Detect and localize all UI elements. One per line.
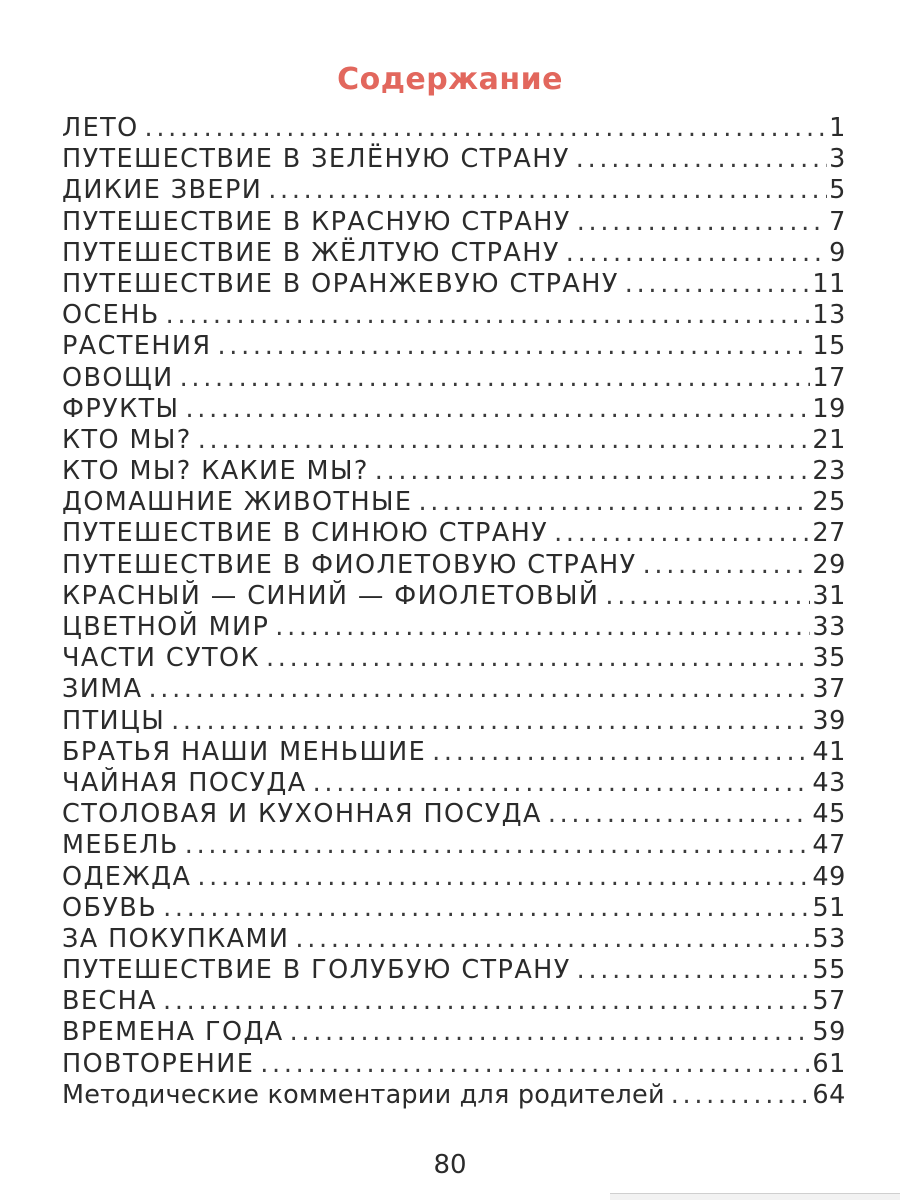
dot-leader (145, 113, 828, 144)
dot-leader (185, 830, 811, 861)
toc-entry[interactable] (62, 924, 846, 955)
dot-leader (625, 269, 811, 300)
dot-leader (166, 300, 811, 331)
toc-entry[interactable] (62, 144, 846, 175)
toc-entry-title: ОВОЩИ (62, 362, 174, 393)
toc-entry-page: 7 (829, 206, 846, 237)
dot-leader (548, 799, 811, 830)
dot-leader (268, 175, 827, 206)
dot-leader (671, 1080, 811, 1111)
toc-entry-page: 47 (812, 830, 846, 861)
toc-entry[interactable] (62, 893, 846, 924)
toc-entry-title: ЧАСТИ СУТОК (62, 643, 260, 674)
toc-entry-title: БРАТЬЯ НАШИ МЕНЬШИЕ (62, 736, 427, 767)
toc-entry-page: 33 (812, 612, 846, 642)
toc-entry[interactable] (62, 986, 846, 1017)
toc-entry[interactable] (62, 456, 846, 487)
toc-entry-page: 3 (829, 144, 846, 175)
toc-entry[interactable] (62, 581, 846, 612)
toc-entry-title: ДИКИЕ ЗВЕРИ (62, 175, 263, 206)
toc-entry[interactable] (62, 955, 846, 986)
page-edge-shadow (610, 1193, 900, 1200)
toc-entry-page: 39 (812, 705, 846, 736)
toc-entry[interactable] (62, 487, 846, 518)
toc-entry[interactable] (62, 799, 846, 830)
toc-entry-title: КТО МЫ? КАКИЕ МЫ? (62, 456, 369, 487)
toc-entry[interactable] (62, 643, 846, 674)
dot-leader (576, 144, 827, 175)
dot-leader (577, 207, 827, 238)
toc-entry-title: ПУТЕШЕСТВИЕ В ФИОЛЕТОВУЮ СТРАНУ (62, 549, 637, 580)
dot-leader (217, 331, 810, 362)
toc-entry-page: 45 (812, 799, 846, 830)
toc-entry-title: ЛЕТО (62, 113, 139, 143)
toc-entry-title: ОБУВЬ (62, 892, 158, 923)
toc-entry[interactable] (62, 737, 846, 768)
dot-leader (554, 518, 810, 549)
toc-entry[interactable] (62, 674, 846, 705)
toc-entry-title: ПУТЕШЕСТВИЕ В ЗЕЛЁНУЮ СТРАНУ (62, 144, 570, 175)
toc-entry-page: 53 (812, 923, 846, 954)
toc-entry-title: ЧАЙНАЯ ПОСУДА (62, 767, 307, 798)
toc-entry-page: 9 (829, 237, 846, 268)
toc-entry-page: 37 (812, 674, 846, 705)
dot-leader (171, 706, 810, 737)
toc-entry[interactable] (62, 830, 846, 861)
toc-entry-page: 55 (812, 955, 846, 986)
toc-entry[interactable] (62, 518, 846, 549)
toc-entry-title: РАСТЕНИЯ (62, 331, 212, 362)
toc-entry-title: СТОЛОВАЯ И КУХОННАЯ ПОСУДА (62, 799, 542, 830)
dot-leader (163, 986, 810, 1017)
toc-entry-page: 25 (812, 487, 846, 518)
toc-entry[interactable] (62, 768, 846, 799)
toc-entry[interactable] (62, 1049, 846, 1080)
dot-leader (266, 643, 810, 674)
toc-entry-page: 31 (812, 580, 846, 611)
toc-entry[interactable] (62, 1017, 846, 1048)
dot-leader (566, 238, 827, 269)
dot-leader (198, 425, 811, 456)
toc-entry-page: 5 (829, 175, 846, 206)
toc-entry-page: 35 (812, 643, 846, 674)
toc-entry-title: ЦВЕТНОЙ МИР (62, 612, 270, 642)
toc-entry[interactable] (62, 269, 846, 300)
toc-entry-title: КРАСНЫЙ — СИНИЙ — ФИОЛЕТОВЫЙ (62, 580, 600, 611)
dot-leader (605, 581, 810, 612)
dot-leader (197, 862, 810, 893)
toc-entry-title: ПОВТОРЕНИЕ (62, 1048, 255, 1079)
toc-entry[interactable] (62, 331, 846, 362)
dot-leader (432, 737, 810, 768)
toc-entry[interactable] (62, 1080, 846, 1111)
toc-entry-page: 11 (812, 268, 846, 299)
toc-entry-page: 61 (812, 1048, 846, 1079)
toc-entry[interactable] (62, 300, 846, 331)
toc-entry-title: ФРУКТЫ (62, 393, 180, 424)
toc-entry-title: ВРЕМЕНА ГОДА (62, 1017, 284, 1048)
page-number: 80 (433, 1150, 467, 1180)
dot-leader (375, 456, 811, 487)
toc-entry-page: 59 (812, 1017, 846, 1048)
toc-entry[interactable] (62, 363, 846, 394)
table-of-contents (62, 113, 846, 1111)
dot-leader (163, 893, 810, 924)
toc-entry-page: 29 (812, 549, 846, 580)
toc-entry-title: Методические комментарии для родителей (62, 1079, 665, 1110)
dot-leader (418, 487, 810, 518)
toc-entry-title: ОДЕЖДА (62, 861, 192, 892)
toc-entry[interactable] (62, 207, 846, 238)
dot-leader (643, 550, 811, 581)
toc-entry[interactable] (62, 425, 846, 456)
toc-entry-title: ПУТЕШЕСТВИЕ В ОРАНЖЕВУЮ СТРАНУ (62, 268, 619, 299)
dot-leader (260, 1049, 810, 1080)
toc-entry-title: ЗА ПОКУПКАМИ (62, 923, 290, 954)
toc-entry-title: ДОМАШНИЕ ЖИВОТНЫЕ (62, 487, 413, 518)
toc-entry-title: ПУТЕШЕСТВИЕ В ГОЛУБУЮ СТРАНУ (62, 955, 571, 986)
toc-entry[interactable] (62, 175, 846, 206)
dot-leader (295, 924, 810, 955)
toc-entry-page: 49 (812, 861, 846, 892)
toc-entry[interactable] (62, 550, 846, 581)
toc-entry-title: ПУТЕШЕСТВИЕ В ЖЁЛТУЮ СТРАНУ (62, 237, 560, 268)
toc-entry-title: ПУТЕШЕСТВИЕ В СИНЮЮ СТРАНУ (62, 518, 549, 549)
toc-entry-page: 23 (812, 456, 846, 487)
toc-entry-page: 57 (812, 986, 846, 1017)
toc-entry-page: 41 (812, 736, 846, 767)
toc-entry-title: ЗИМА (62, 674, 143, 705)
toc-entry-page: 1 (829, 113, 846, 143)
toc-entry-page: 27 (812, 518, 846, 549)
dot-leader (148, 674, 810, 705)
toc-entry-page: 51 (812, 892, 846, 923)
toc-entry-title: ПУТЕШЕСТВИЕ В КРАСНУЮ СТРАНУ (62, 206, 571, 237)
toc-entry[interactable] (62, 706, 846, 737)
toc-entry-page: 17 (812, 362, 846, 393)
toc-entry-title: ПТИЦЫ (62, 705, 166, 736)
toc-entry-title: МЕБЕЛЬ (62, 830, 179, 861)
page-title: Содержание (337, 62, 563, 97)
toc-entry[interactable] (62, 862, 846, 893)
dot-leader (180, 363, 811, 394)
toc-entry-title: КТО МЫ? (62, 424, 192, 455)
dot-leader (185, 394, 810, 425)
toc-entry-page: 19 (812, 393, 846, 424)
toc-entry-title: ВЕСНА (62, 986, 158, 1017)
toc-entry-page: 64 (812, 1079, 846, 1110)
dot-leader (275, 612, 810, 643)
toc-entry-page: 43 (812, 767, 846, 798)
toc-entry-page: 21 (812, 424, 846, 455)
toc-entry-page: 13 (812, 300, 846, 331)
dot-leader (313, 768, 811, 799)
toc-entry[interactable] (62, 612, 846, 643)
dot-leader (577, 955, 811, 986)
toc-entry[interactable] (62, 394, 846, 425)
toc-entry[interactable] (62, 113, 846, 144)
dot-leader (290, 1017, 811, 1048)
toc-entry[interactable] (62, 238, 846, 269)
toc-entry-title: ОСЕНЬ (62, 300, 160, 331)
toc-entry-page: 15 (812, 331, 846, 362)
